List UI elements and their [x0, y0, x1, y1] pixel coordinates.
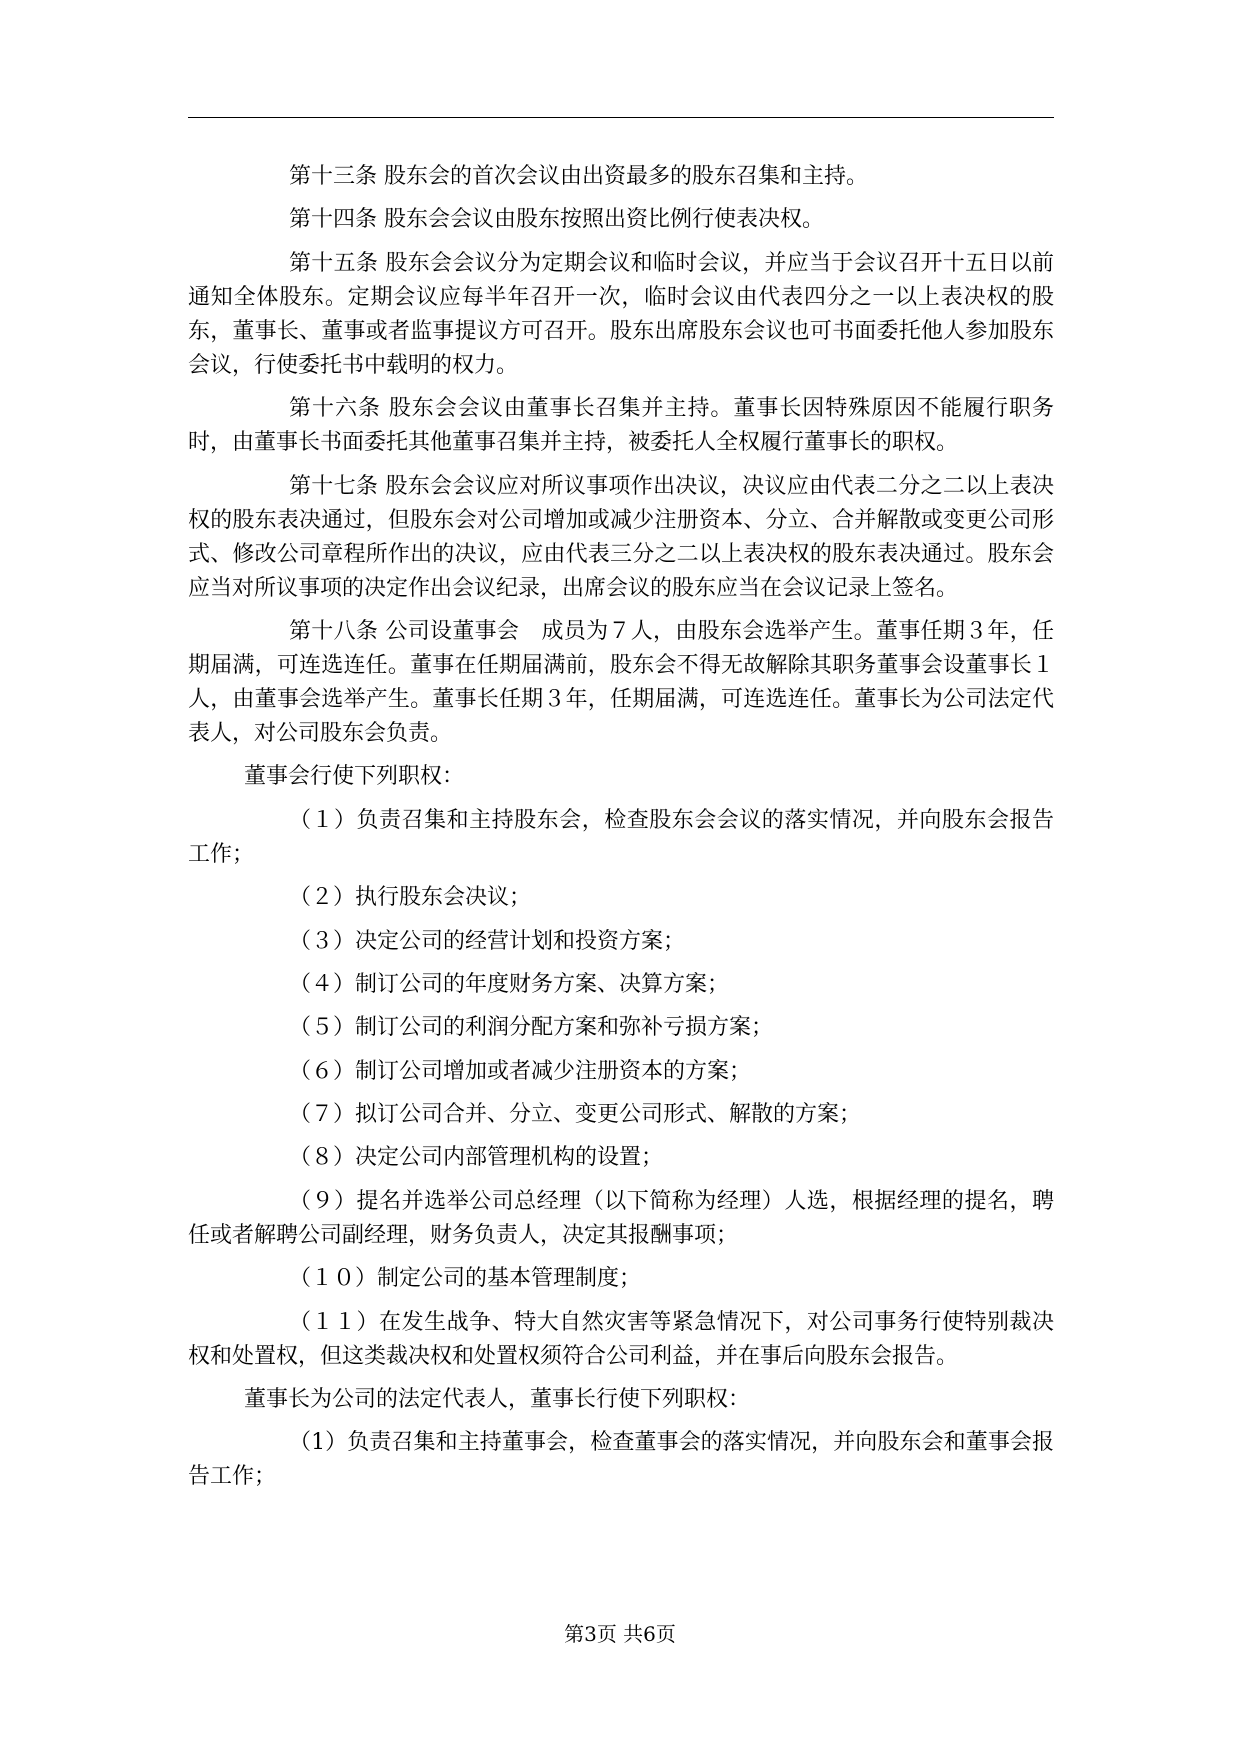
article-15: 第十五条 股东会会议分为定期会议和临时会议，并应当于会议召开十五日以前通知全体股东。定期会议应每半年召开一次，临时会议由代表四分之一以上表决权的股东，董事长、董事或者监事提议方可召开。股东出席股东会议也可书面委托他人参加股东会议，行使委托书中载明的权力。 [188, 250, 1054, 378]
board-power-item: （１）负责召集和主持股东会，检查股东会会议的落实情况，并向股东会报告工作； [188, 807, 1054, 867]
board-power-item: （４）制订公司的年度财务方案、决算方案； [289, 971, 730, 997]
board-powers-heading: 董事会行使下列职权： [244, 764, 465, 790]
board-power-item: （８）决定公司内部管理机构的设置； [289, 1145, 664, 1171]
article-16: 第十六条 股东会会议由董事长召集并主持。董事长因特殊原因不能履行职务时，由董事长书面委托其他董事召集并主持，被委托人全权履行董事长的职权。 [188, 396, 1054, 456]
board-power-item: （６）制订公司增加或者减少注册资本的方案； [289, 1058, 752, 1084]
page-number: 第3页 共6页 [564, 1622, 676, 1646]
article-13: 第十三条 股东会的首次会议由出资最多的股东召集和主持。 [289, 164, 868, 189]
header-divider [188, 117, 1054, 118]
article-14: 第十四条 股东会会议由股东按照出资比例行使表决权。 [289, 207, 824, 233]
article-18: 第十八条 公司设董事会 成员为７人，由股东会选举产生。董事任期３年，任期届满，可连选连任。董事在任期届满前，股东会不得无故解除其职务董事会设董事长１人，由董事会选举产生。董事长任期３年，任期届满，可连选连任。董事长为公司法定代表人，对公司股东会负责。 [188, 618, 1054, 746]
article-17: 第十七条 股东会会议应对所议事项作出决议，决议应由代表二分之二以上表决权的股东表决通过，但股东会对公司增加或减少注册资本、分立、合并解散或变更公司形式、修改公司章程所作出的决议，应由代表三分之二以上表决权的股东表决通过。股东会应当对所议事项的决定作出会议纪录，出席会议的股东应当在会议记录上签名。 [188, 473, 1054, 601]
board-power-item: （７）拟订公司合并、分立、变更公司形式、解散的方案； [289, 1102, 862, 1128]
document-body [188, 160, 1054, 1504]
board-power-item: （３）决定公司的经营计划和投资方案； [289, 928, 686, 954]
board-power-item: （１０）制定公司的基本管理制度； [289, 1266, 642, 1292]
chairman-power-item: （1）负责召集和主持董事会，检查董事会的落实情况，并向股东会和董事会报告工作； [188, 1430, 1054, 1490]
board-power-item: （１１）在发生战争、特大自然灾害等紧急情况下，对公司事务行使特别裁决权和处置权，但这类裁决权和处置权须符合公司利益，并在事后向股东会报告。 [188, 1309, 1054, 1369]
board-power-item: （９）提名并选举公司总经理（以下简称为经理）人选，根据经理的提名，聘任或者解聘公司副经理，财务负责人，决定其报酬事项； [188, 1188, 1054, 1248]
chairman-powers-heading: 董事长为公司的法定代表人，董事长行使下列职权： [244, 1387, 751, 1413]
board-power-item: （５）制订公司的利润分配方案和弥补亏损方案； [289, 1015, 774, 1041]
board-power-item: （２）执行股东会决议； [289, 885, 532, 911]
